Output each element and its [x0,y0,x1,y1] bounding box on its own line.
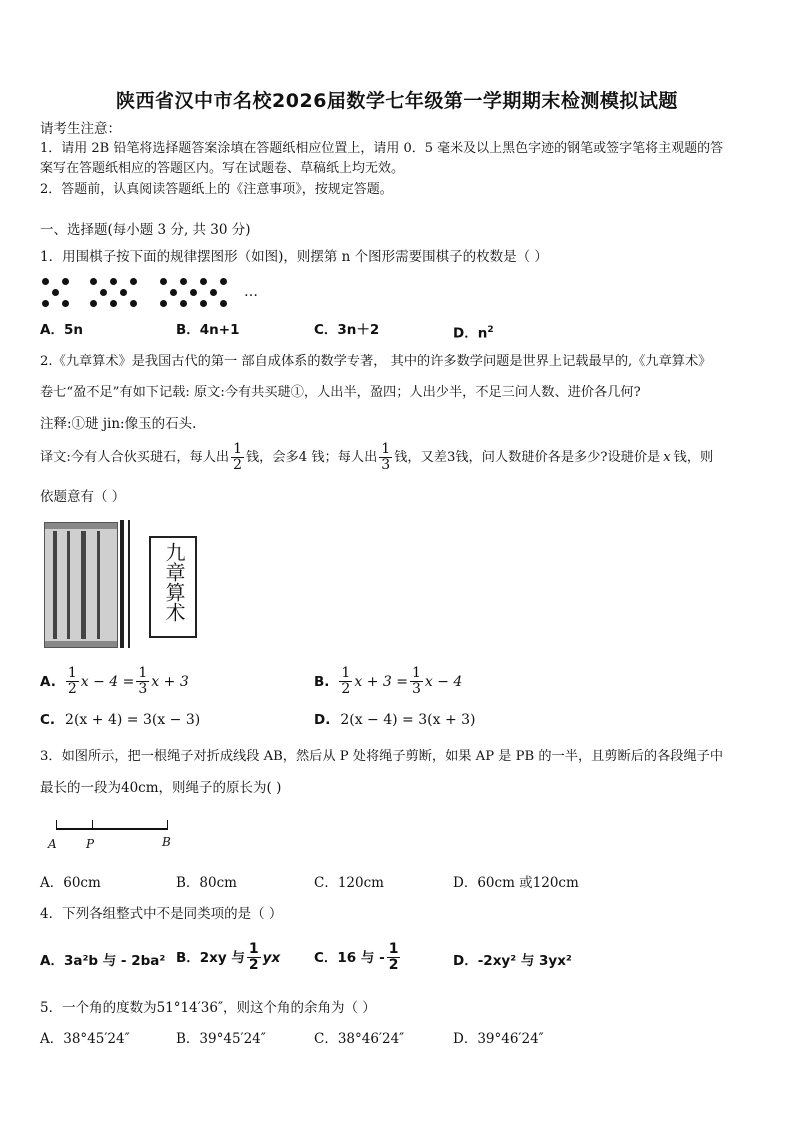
q4-option-c[interactable]: C．16 与 - $\frac{1}{2}$ [314,941,399,973]
book-cover-image [135,522,205,646]
book-spine [120,520,124,648]
point-b-tick [167,820,168,830]
label-p: P [86,837,95,851]
q3-option-b[interactable]: B．80cm [176,875,237,891]
notice-heading: 请考生注意： [40,121,121,137]
q3-option-c[interactable]: C．120cm [314,875,384,891]
q2-translation: 译文:今有人合伙买琎石，每人出 $\frac{1}{2}$ 钱，会多4 钱；每人出 $\frac{1}{3}$ 钱，又差3钱，问人数琎价各是多少?设琎价是 x 钱，则 [40,441,714,473]
q5-stem: 5．一个角的度数为51°14′36″，则这个角的余角为（ ） [40,1000,376,1016]
q2-line-1: 2.《九章算术》是我国古代的第一 部自成体系的数学专著， 其中的许多数学问题是世界上记载最早的,《九章算术》 [40,354,712,369]
q2-line-4: 依题意有（ ） [40,489,126,505]
q2-line-2: 卷七“盈不足”有如下记载: 原文:今有共买琎①，人出半，盈四；人出少半，不足三问人数、进价各几何? [40,385,641,400]
q4-stem: 4．下列各组整式中不是同类项的是（ ） [40,906,283,922]
q1-option-d[interactable]: D．$n^2$ [453,325,494,342]
q5-option-d[interactable]: D．39°46′24″ [453,1031,544,1047]
q1-stem: 1．用围棋子按下面的规律摆图形（如图)，则摆第 n 个图形需要围棋子的枚数是（ ） [40,249,548,265]
ancient-book-photo [44,522,118,648]
q2-option-c[interactable]: C. 2(x + 4) = 3(x − 3) [40,712,201,728]
q2-note: 注释:①琎 jin:像玉的石头. [40,416,197,432]
q1-option-c[interactable]: C．3n＋2 [314,322,380,338]
label-a: A [48,837,57,851]
q3-option-a[interactable]: A．60cm [40,875,101,891]
q1-option-a[interactable]: A．5n [40,322,83,338]
q2-option-d[interactable]: D. 2(x − 4) = 3(x + 3) [314,712,476,728]
segment-ab [56,828,168,830]
q5-option-c[interactable]: C．38°46′24″ [314,1031,405,1047]
q2-option-b[interactable]: B. $\frac{1}{2}$ x + 3 = $\frac{1}{3}$ x − 4 [314,665,463,697]
q5-option-b[interactable]: B．39°45′24″ [176,1031,266,1047]
stone-pattern-figure [40,276,270,312]
ellipsis: … [244,284,258,300]
q3-line-1: 3．如图所示，把一根绳子对折成线段 AB，然后从 P 处将绳子剪断，如果 AP 是 PB 的一半，且剪断后的各段绳子中 [40,749,724,764]
point-p-tick [92,820,93,830]
q4-option-b[interactable]: B．2xy 与 $\frac{1}{2}$ yx [176,941,281,973]
q4-option-a[interactable]: A．3a²b 与 - 2ba² [40,953,166,969]
label-b: B [162,835,171,849]
q2-option-a[interactable]: A. $\frac{1}{2}$ x − 4 = $\frac{1}{3}$ x + 3 [40,665,189,697]
q1-option-b[interactable]: B．4n+1 [176,322,240,338]
book-spine-line [128,520,130,648]
page-title: 陕西省汉中市名校2026届数学七年级第一学期期末检测模拟试题 [116,90,678,112]
point-a-tick [56,820,57,830]
q5-option-a[interactable]: A．38°45′24″ [40,1031,130,1047]
notice-line-1b: 案写在答题纸相应的答题区内。写在试题卷、草稿纸上均无效。 [40,161,405,176]
q3-option-d[interactable]: D．60cm 或120cm [453,875,579,891]
section-heading: 一、选择题(每小题 3 分, 共 30 分) [40,222,251,238]
book-cover-title: 九章算术 [162,542,186,622]
q4-option-d[interactable]: D．-2xy² 与 3yx² [453,953,572,969]
notice-line-1: 1．请用 2B 铅笔将选择题答案涂填在答题纸相应位置上，请用 0．5 毫米及以上黑色字迹的钢笔或签字笔将主观题的答 [40,141,724,156]
q3-line-2: 最长的一段为40cm，则绳子的原长为( ) [40,780,282,796]
notice-line-2: 2．答题前，认真阅读答题纸上的《注意事项》，按规定答题。 [40,182,393,197]
